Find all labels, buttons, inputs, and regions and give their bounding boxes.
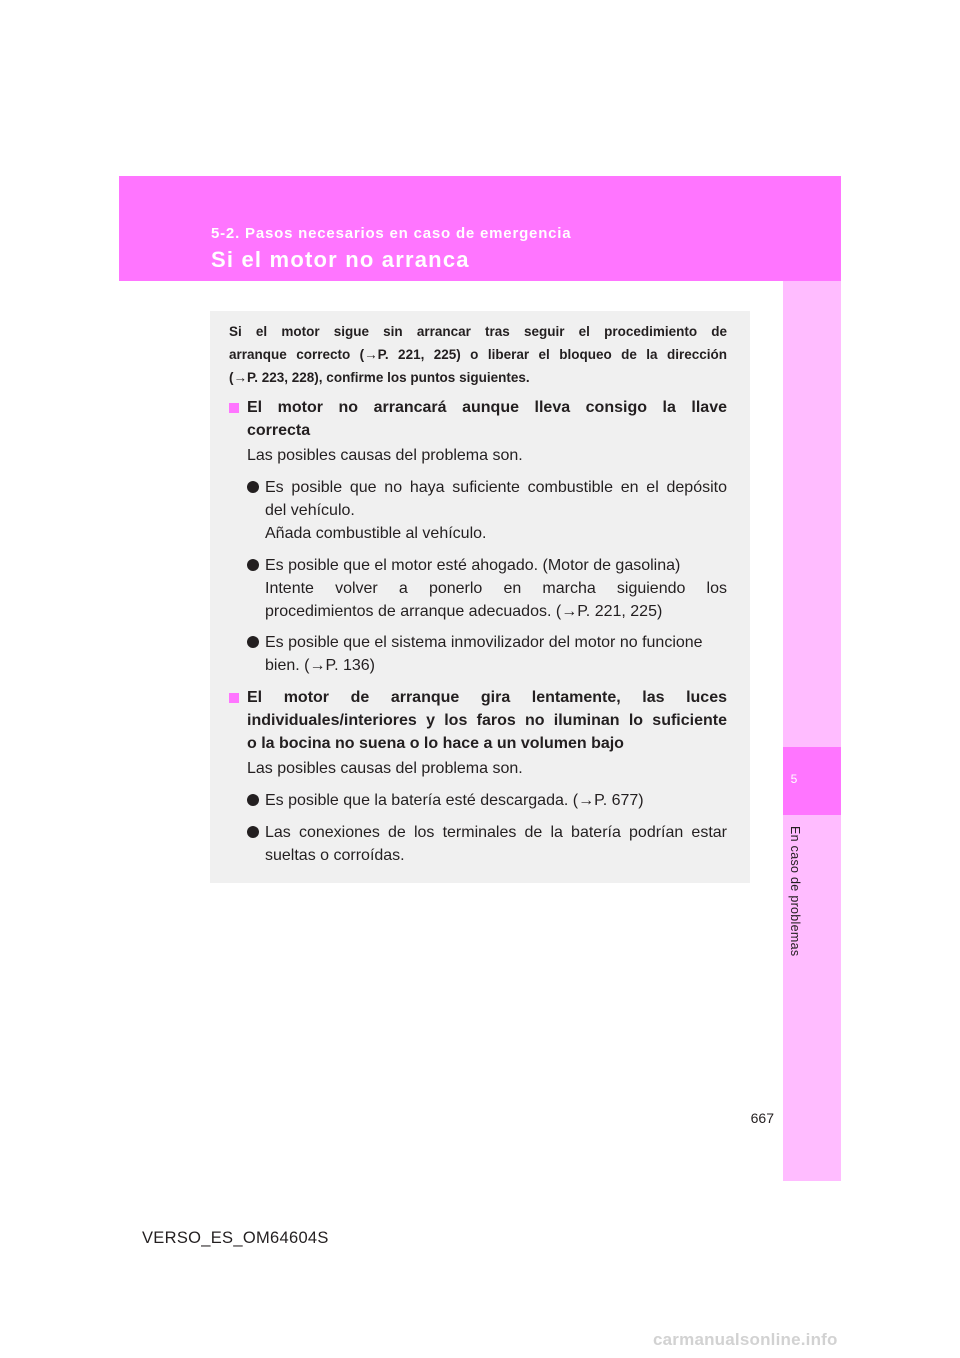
page-number: 667	[750, 1110, 774, 1126]
list-item-line: Es posible que el sistema inmovilizador del motor no funcione	[265, 634, 703, 651]
bullet-dot-icon	[247, 636, 259, 648]
intro-paragraph	[229, 320, 727, 389]
list-item-line: bien. (→P. 136)	[265, 657, 375, 674]
list-item	[247, 821, 727, 867]
section-lead: Las posibles causas del problema son.	[247, 760, 523, 777]
list-item-line: Es posible que no haya suficiente combustible en el depósito	[265, 479, 727, 496]
intro-line: Si el motor sigue sin arrancar tras seguir el procedimiento de	[229, 324, 727, 339]
chapter-side-tab	[783, 281, 841, 1181]
page-title: Si el motor no arranca	[211, 247, 470, 272]
heading-line: El motor de arranque gira lentamente, las luces	[247, 689, 727, 706]
heading-line: individuales/interiores y los faros no iluminan lo suficiente	[247, 712, 727, 729]
intro-line: arranque correcto (→P. 221, 225) o liberar el bloqueo de la dirección	[229, 347, 727, 362]
list-item-line: sueltas o corroídas.	[265, 847, 405, 864]
watermark: carmanualsonline.info	[653, 1330, 838, 1349]
section-label: 5-2. Pasos necesarios en caso de emergencia	[211, 225, 572, 242]
intro-line: (→P. 223, 228), confirme los puntos siguientes.	[229, 370, 530, 385]
list-item-line: Es posible que el motor esté ahogado. (Motor de gasolina)	[265, 557, 681, 574]
list-item	[247, 554, 727, 623]
square-bullet-icon	[229, 403, 239, 413]
chapter-number: 5	[790, 772, 798, 786]
heading-line: El motor no arrancará aunque lleva consigo la llave	[247, 399, 727, 416]
heading-line: correcta	[247, 422, 311, 439]
square-bullet-icon	[229, 693, 239, 703]
list-item-line: Las conexiones de los terminales de la batería podrían estar	[265, 824, 727, 841]
list-item	[247, 789, 727, 812]
section-heading	[229, 396, 727, 442]
bullet-dot-icon	[247, 826, 259, 838]
list-item-line: Es posible que la batería esté descargada. (→P. 677)	[265, 792, 644, 809]
list-item-line: Intente volver a ponerlo en marcha siguiendo los	[265, 580, 727, 597]
bullet-dot-icon	[247, 794, 259, 806]
bullet-dot-icon	[247, 559, 259, 571]
section-lead: Las posibles causas del problema son.	[247, 447, 523, 464]
list-item-line: del vehículo.	[265, 502, 355, 519]
list-item-line: Añada combustible al vehículo.	[265, 525, 487, 542]
list-item	[247, 476, 727, 545]
chapter-title: En caso de problemas	[788, 826, 802, 957]
bullet-dot-icon	[247, 481, 259, 493]
section-heading	[229, 686, 727, 755]
list-item-line: procedimientos de arranque adecuados. (→P. 221, 225)	[265, 603, 663, 620]
document-code: VERSO_ES_OM64604S	[142, 1229, 329, 1247]
list-item	[247, 631, 727, 677]
heading-line: o la bocina no suena o lo hace a un volumen bajo	[247, 735, 624, 752]
